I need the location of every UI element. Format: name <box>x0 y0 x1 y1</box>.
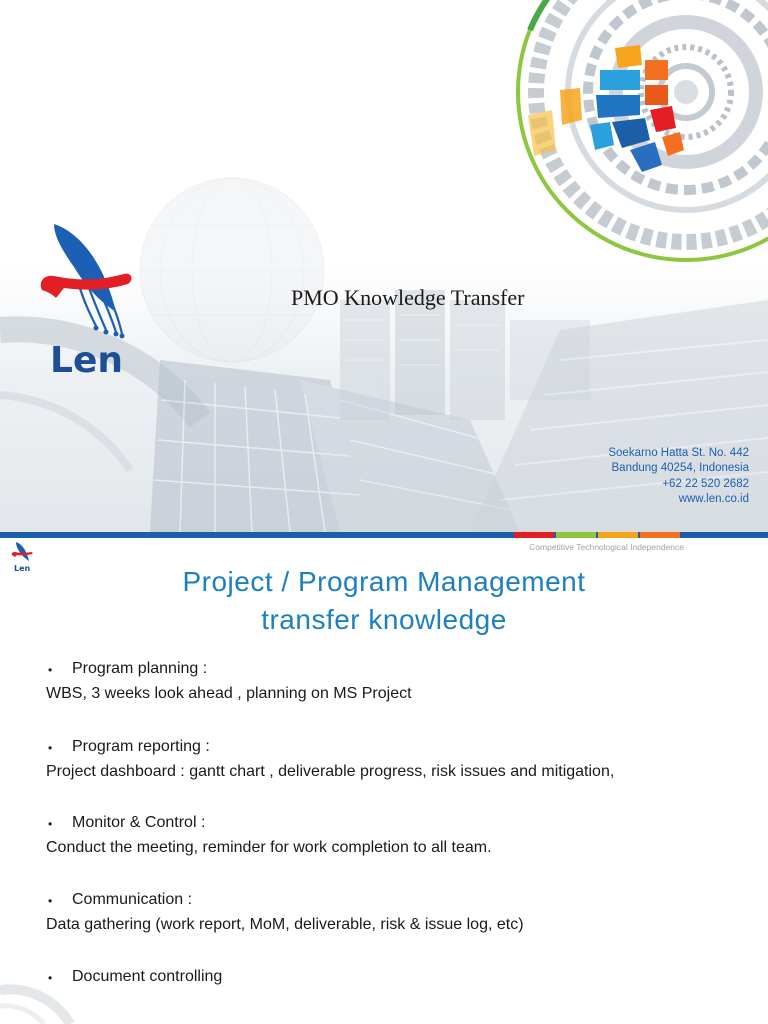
logo-text: Len <box>50 340 123 381</box>
slide-title-line1: Project / Program Management <box>182 566 586 597</box>
item-description: Data gathering (work report, MoM, deliverable, risk & issue log, etc) <box>46 916 524 933</box>
address-phone: +62 22 520 2682 <box>662 477 749 490</box>
bullet-icon: • <box>48 817 53 831</box>
bullet-icon: • <box>48 741 53 755</box>
item-description: Conduct the meeting, reminder for work completion to all team. <box>46 839 492 856</box>
list-item <box>46 889 524 936</box>
bullet-icon: • <box>48 894 53 908</box>
len-logo <box>34 222 146 382</box>
bullet-icon: • <box>48 663 53 677</box>
address-city: Bandung 40254, Indonesia <box>611 462 749 475</box>
item-heading: Program planning : <box>72 660 208 677</box>
tagline: Competitive Technological Independence <box>529 542 684 552</box>
address-street: Soekarno Hatta St. No. 442 <box>608 447 749 459</box>
item-heading: Monitor & Control : <box>72 814 206 831</box>
strip-green <box>556 532 596 538</box>
list-item <box>46 736 614 783</box>
strip-yellow <box>598 532 638 538</box>
slide-title-line2: transfer knowledge <box>261 604 507 635</box>
bullet-icon: • <box>48 971 53 985</box>
company-address <box>608 446 749 507</box>
item-heading: Program reporting : <box>72 738 210 755</box>
item-description: Project dashboard : gantt chart , deliverable progress, risk issues and mitigation, <box>46 763 615 780</box>
strip-red <box>514 532 554 538</box>
radial-target-graphic <box>518 0 768 260</box>
corner-arc-graphic <box>0 980 80 1024</box>
address-website[interactable]: www.len.co.id <box>678 492 749 505</box>
item-heading: Document controlling <box>72 968 223 985</box>
globe-graphic <box>140 178 324 362</box>
item-description: WBS, 3 weeks look ahead , planning on MS Project <box>46 685 412 702</box>
deck-title: PMO Knowledge Transfer <box>291 285 525 310</box>
list-item <box>46 812 492 859</box>
list-item <box>46 658 412 705</box>
strip-orange <box>640 532 680 538</box>
logo-small-text: Len <box>14 564 31 573</box>
item-heading: Communication : <box>72 891 193 908</box>
